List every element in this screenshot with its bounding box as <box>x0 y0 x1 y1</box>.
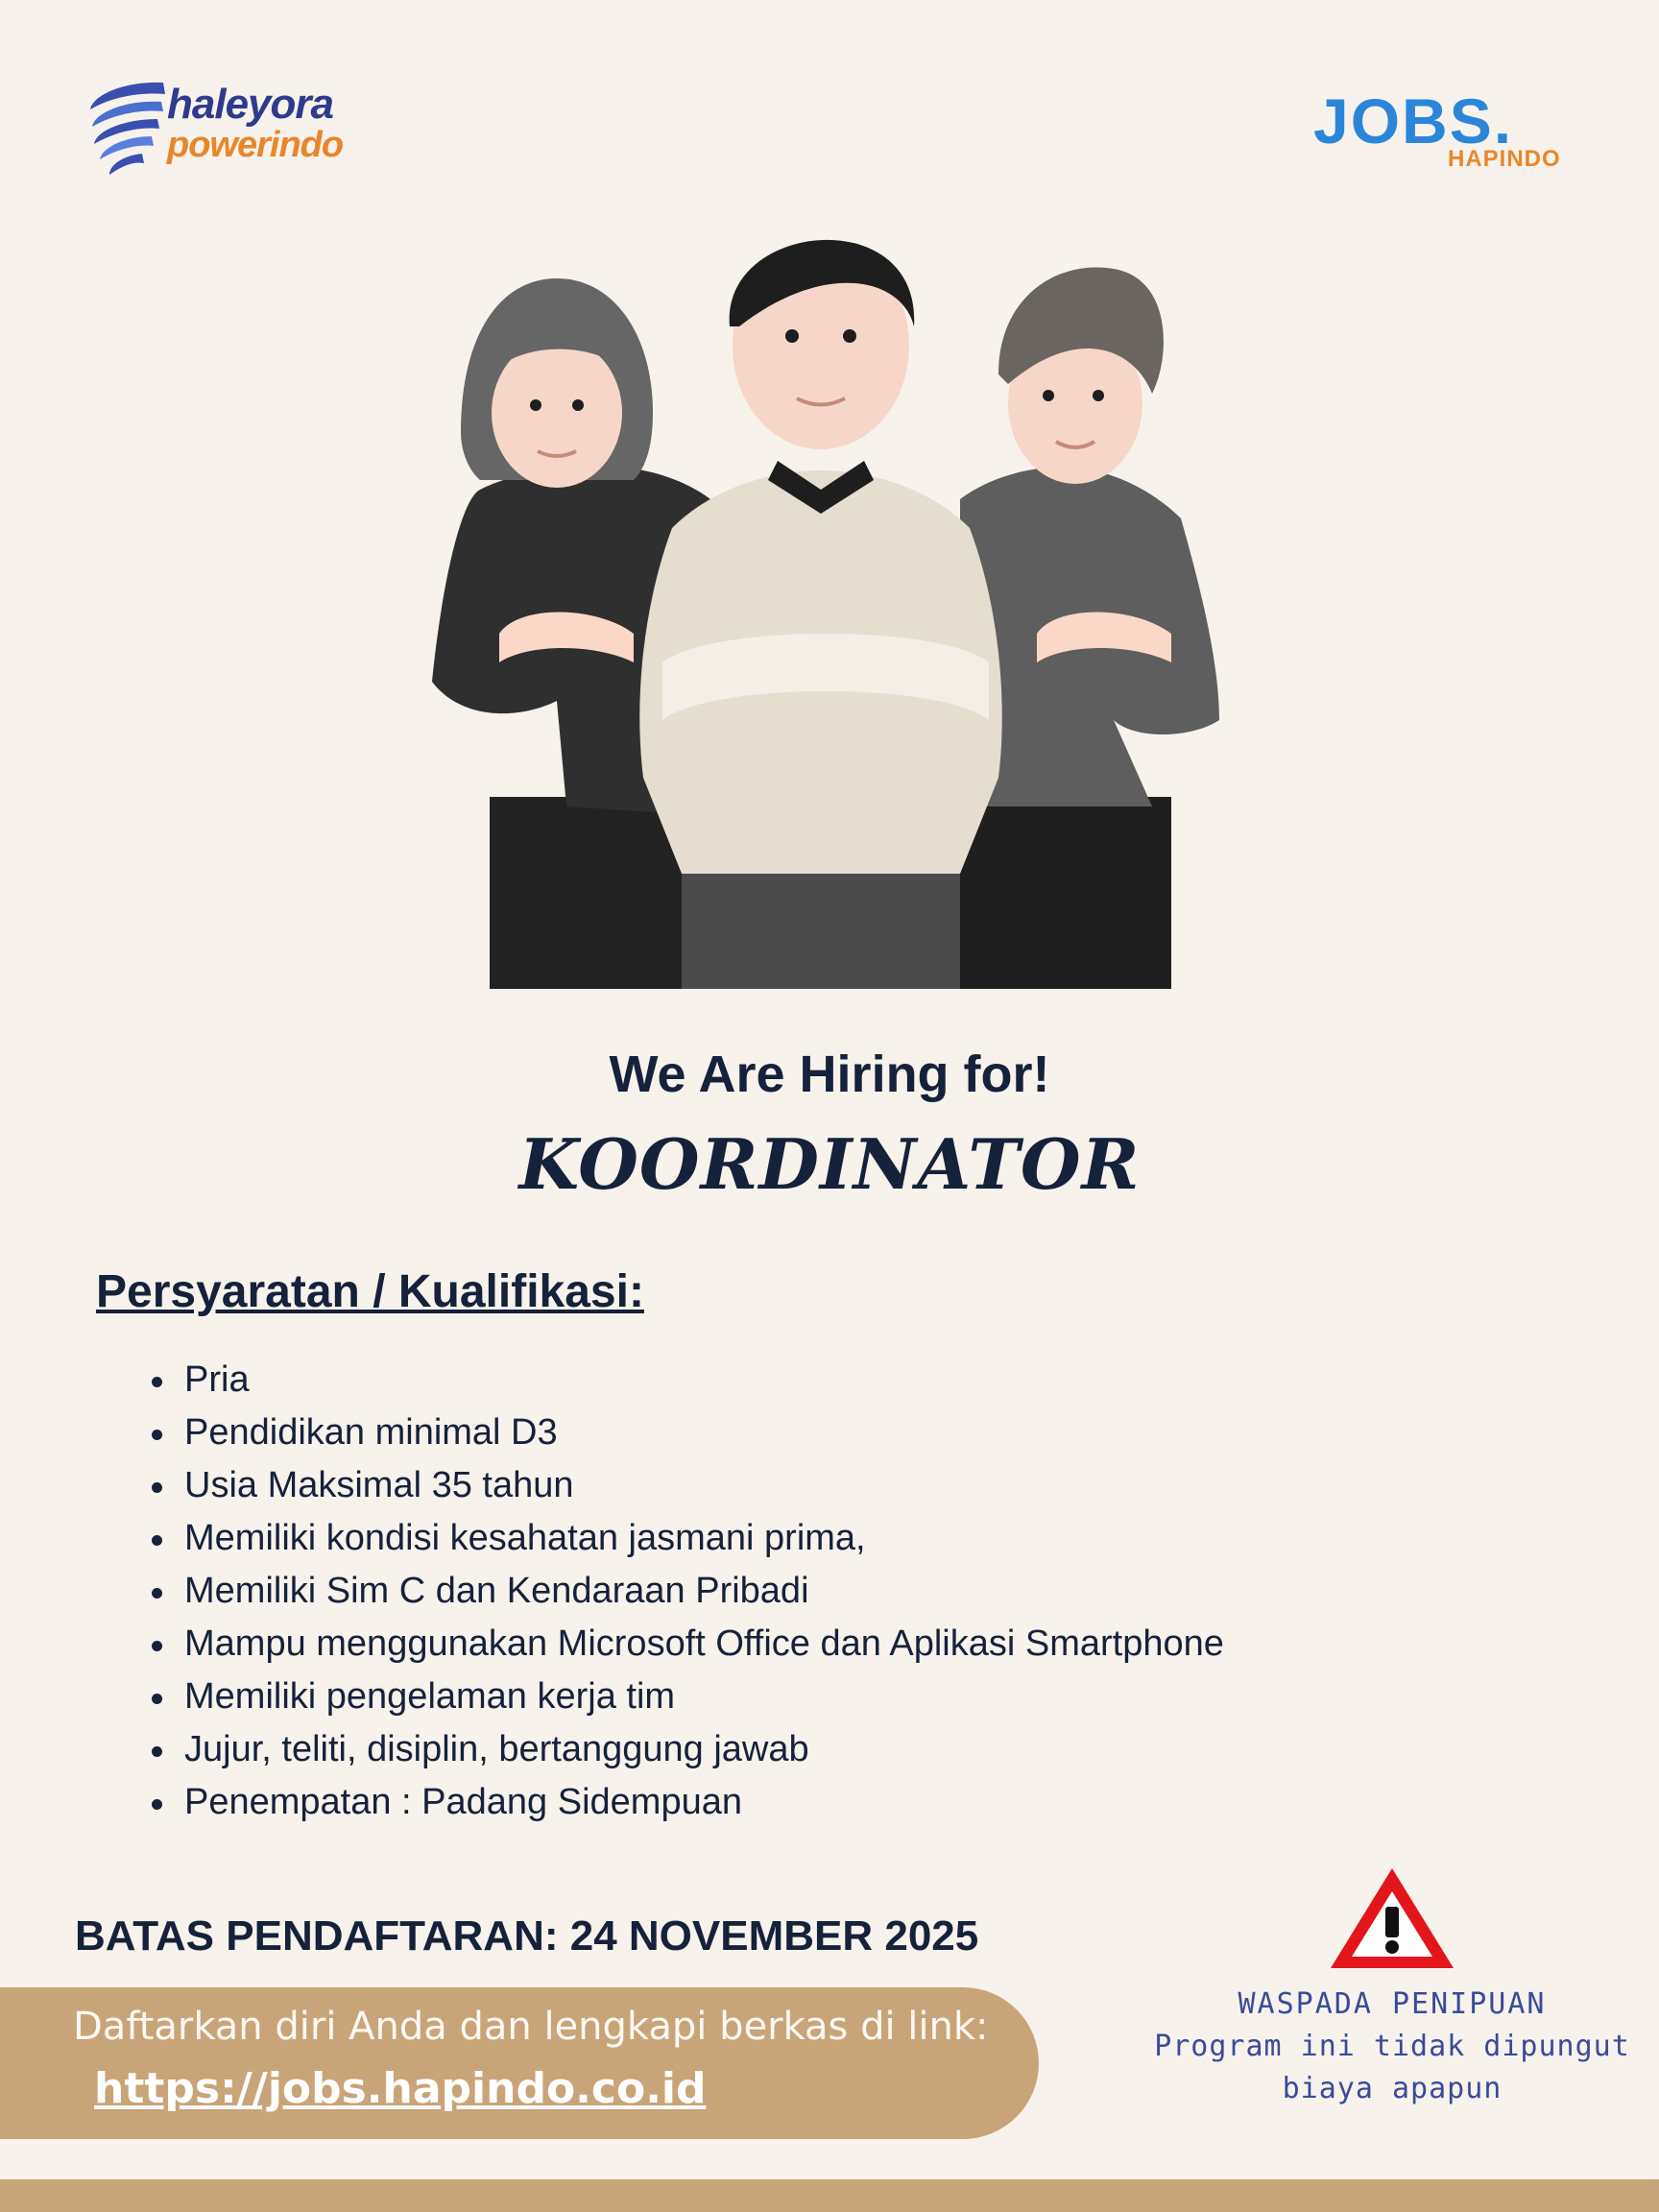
requirement-item: Usia Maksimal 35 tahun <box>144 1459 1224 1512</box>
hiring-headline: We Are Hiring for! <box>609 1046 1050 1103</box>
warning-triangle-icon <box>1325 1863 1459 1974</box>
requirement-item: Pria <box>144 1354 1224 1407</box>
logo-left-line1: haleyora <box>167 81 333 128</box>
requirement-item: Memiliki pengelaman kerja tim <box>144 1671 1224 1723</box>
center-person <box>639 240 1002 989</box>
registration-deadline: BATAS PENDAFTARAN: 24 NOVEMBER 2025 <box>75 1912 979 1960</box>
registration-link[interactable]: https://jobs.hapindo.co.id <box>94 2064 707 2113</box>
requirement-item: Pendidikan minimal D3 <box>144 1407 1224 1459</box>
logo-left-line2: powerindo <box>167 125 344 165</box>
requirement-item: Memiliki kondisi kesahatan jasmani prima, <box>144 1512 1224 1565</box>
requirements-title: Persyaratan / Kualifikasi: <box>96 1266 644 1317</box>
cta-text: Daftarkan diri Anda dan lengkapi berkas di link: <box>73 2005 989 2049</box>
logo-right-sub: HAPINDO <box>1448 146 1561 172</box>
fraud-warning-line2: biaya apapun <box>1282 2072 1503 2105</box>
position-title: KOORDINATOR <box>518 1123 1141 1205</box>
haleyora-swirl-logo-icon <box>84 75 171 180</box>
requirement-item: Memiliki Sim C dan Kendaraan Pribadi <box>144 1565 1224 1618</box>
requirement-item: Penempatan : Padang Sidempuan <box>144 1776 1224 1829</box>
bottom-accent-bar <box>0 2179 1659 2212</box>
three-people-crossed-arms-illustration <box>422 182 1229 989</box>
fraud-warning-line1: Program ini tidak dipungut <box>1154 2030 1630 2063</box>
requirements-list <box>144 1354 1224 1829</box>
right-person <box>960 267 1219 989</box>
requirement-item: Jujur, teliti, disiplin, bertanggung jawab <box>144 1723 1224 1776</box>
logo-right-main: JOBS. <box>1313 85 1514 156</box>
jobs-hapindo-logo <box>1313 84 1563 180</box>
requirement-item: Mampu menggunakan Microsoft Office dan Aplikasi Smartphone <box>144 1618 1224 1671</box>
haleyora-logo <box>84 75 373 180</box>
fraud-warning-title: WASPADA PENIPUAN <box>1238 1987 1547 2021</box>
